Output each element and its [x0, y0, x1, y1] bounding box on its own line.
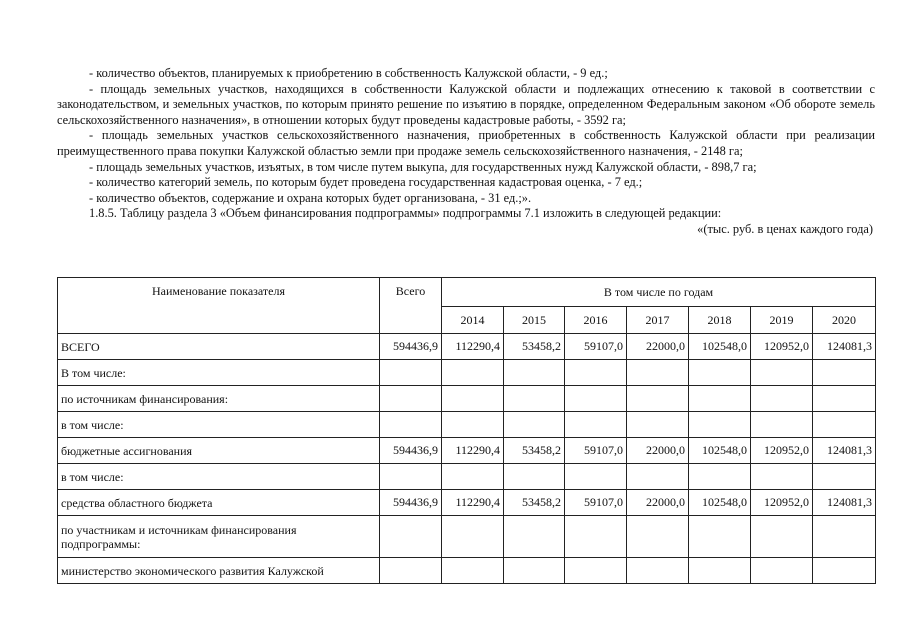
header-year: 2015 [504, 307, 565, 334]
row-total [380, 464, 442, 490]
row-year-value [751, 464, 813, 490]
row-year-value: 59107,0 [565, 334, 627, 360]
row-year-value [627, 516, 689, 558]
row-year-value [442, 412, 504, 438]
row-year-value: 124081,3 [813, 490, 876, 516]
paragraph-land-categories: - количество категорий земель, по которым будет проведена государственная кадастровая оценка, - 7 ед.; [89, 175, 643, 190]
paragraph-seized-land-area: - площадь земельных участков, изъятых, в том числе путем выкупа, для государственных нужд Калужской области, - 898,7 га; [89, 159, 757, 174]
header-indicator-name: Наименование показателя [58, 278, 380, 334]
row-year-value [442, 558, 504, 584]
row-year-value [751, 386, 813, 412]
row-label: министерство экономического развития Калужской [58, 558, 380, 584]
row-year-value: 59107,0 [565, 438, 627, 464]
row-year-value [442, 360, 504, 386]
row-year-value [813, 464, 876, 490]
header-year: 2020 [813, 307, 876, 334]
row-year-value: 53458,2 [504, 334, 565, 360]
row-year-value [627, 386, 689, 412]
row-year-value [813, 386, 876, 412]
table-row [58, 464, 876, 490]
row-total [380, 558, 442, 584]
row-label: ВСЕГО [58, 334, 380, 360]
row-year-value [689, 464, 751, 490]
row-year-value [504, 386, 565, 412]
row-year-value [627, 412, 689, 438]
row-year-value: 120952,0 [751, 334, 813, 360]
row-year-value: 22000,0 [627, 490, 689, 516]
row-year-value [565, 464, 627, 490]
row-year-value [504, 464, 565, 490]
paragraph-maintained-objects: - количество объектов, содержание и охрана которых будет организована, - 31 ед.;». [89, 190, 532, 205]
row-year-value: 102548,0 [689, 438, 751, 464]
row-year-value: 53458,2 [504, 490, 565, 516]
row-total: 594436,9 [380, 334, 442, 360]
row-year-value [504, 558, 565, 584]
row-year-value [565, 412, 627, 438]
row-total [380, 386, 442, 412]
body-text [57, 66, 875, 238]
row-year-value: 102548,0 [689, 334, 751, 360]
header-by-years: В том числе по годам [442, 278, 876, 307]
row-year-value [813, 360, 876, 386]
financing-table [57, 277, 876, 584]
row-year-value: 53458,2 [504, 438, 565, 464]
row-year-value: 102548,0 [689, 490, 751, 516]
row-year-value [442, 516, 504, 558]
row-year-value [751, 558, 813, 584]
paragraph-objects-count: - количество объектов, планируемых к приобретению в собственность Калужской области, - 9 ед.; [89, 66, 608, 80]
row-total [380, 516, 442, 558]
row-year-value [751, 412, 813, 438]
row-year-value [689, 360, 751, 386]
row-year-value [627, 558, 689, 584]
table-row [58, 334, 876, 360]
row-total [380, 360, 442, 386]
row-label: В том числе: [58, 360, 380, 386]
row-year-value [504, 516, 565, 558]
row-year-value: 112290,4 [442, 438, 504, 464]
row-label: по источникам финансирования: [58, 386, 380, 412]
table-body [58, 334, 876, 584]
row-year-value [689, 412, 751, 438]
paragraph-cadastral-area: - площадь земельных участков, находящихся в собственности Калужской области и подлежащих отнесению к таковой в соответствии с законодательством, и земельных участков, по которым принято решение по изъятию в порядке, определенном Федеральным законом «Об обороте земель сельскохозяйственного назначения», в отношении которых будут проведены кадастровые работы, - 3592 га; [57, 81, 875, 127]
row-year-value [504, 412, 565, 438]
row-year-value [565, 360, 627, 386]
row-year-value [627, 360, 689, 386]
row-year-value: 22000,0 [627, 438, 689, 464]
row-label: средства областного бюджета [58, 490, 380, 516]
row-year-value [442, 464, 504, 490]
row-label: по участникам и источникам финансирования подпрограммы: [58, 516, 380, 558]
table-row [58, 516, 876, 558]
row-total: 594436,9 [380, 438, 442, 464]
row-label: в том числе: [58, 412, 380, 438]
row-total [380, 412, 442, 438]
row-year-value: 120952,0 [751, 490, 813, 516]
table-row [58, 386, 876, 412]
row-year-value [813, 558, 876, 584]
row-year-value: 22000,0 [627, 334, 689, 360]
row-year-value [565, 386, 627, 412]
paragraph-table-intro: 1.8.5. Таблицу раздела 3 «Объем финансирования подпрограммы» подпрограммы 7.1 изложить в следующей редакции: [89, 206, 722, 221]
table-row [58, 558, 876, 584]
row-year-value: 112290,4 [442, 490, 504, 516]
row-year-value: 112290,4 [442, 334, 504, 360]
row-year-value [565, 516, 627, 558]
row-year-value [689, 558, 751, 584]
table-row [58, 490, 876, 516]
header-year: 2017 [627, 307, 689, 334]
header-year: 2016 [565, 307, 627, 334]
row-year-value [627, 464, 689, 490]
row-year-value: 124081,3 [813, 334, 876, 360]
row-year-value [751, 516, 813, 558]
table-row [58, 360, 876, 386]
row-year-value [813, 412, 876, 438]
row-year-value [504, 360, 565, 386]
row-year-value [813, 516, 876, 558]
header-total: Всего [380, 278, 442, 334]
header-year: 2014 [442, 307, 504, 334]
row-total: 594436,9 [380, 490, 442, 516]
row-label: бюджетные ассигнования [58, 438, 380, 464]
row-year-value [689, 516, 751, 558]
row-year-value [565, 558, 627, 584]
table-row [58, 412, 876, 438]
row-year-value: 124081,3 [813, 438, 876, 464]
header-year: 2019 [751, 307, 813, 334]
row-year-value [442, 386, 504, 412]
row-label: в том числе: [58, 464, 380, 490]
table-row [58, 438, 876, 464]
row-year-value: 59107,0 [565, 490, 627, 516]
row-year-value [689, 386, 751, 412]
row-year-value: 120952,0 [751, 438, 813, 464]
units-note: «(тыс. руб. в ценах каждого года) [697, 221, 873, 236]
paragraph-agri-land-area: - площадь земельных участков сельскохозяйственного назначения, приобретенных в собственность Калужской области при реализации преимущественного права покупки Калужской областью земли при продаже земель сельскохозяйственного назначения, - 2148 га; [57, 128, 875, 158]
row-year-value [751, 360, 813, 386]
header-year: 2018 [689, 307, 751, 334]
